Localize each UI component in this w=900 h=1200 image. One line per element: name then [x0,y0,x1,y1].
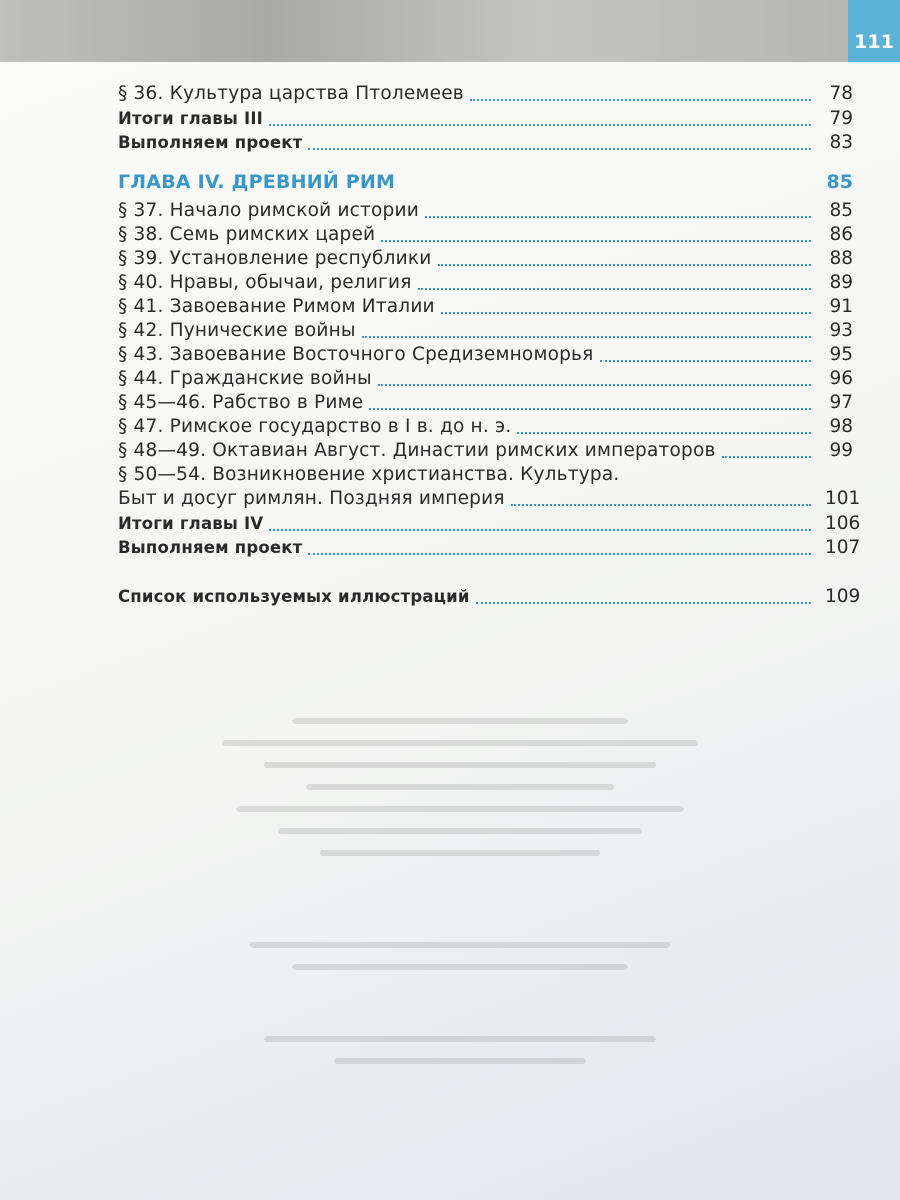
toc-entry-50-54-continued[interactable] [118,485,861,511]
page-number: 111 [848,0,900,62]
show-through-text [180,702,740,1162]
toc-entry-title: § 42. Пунические войны [118,320,356,341]
toc-entry-page: 78 [829,83,853,104]
toc-entry-title: Итоги главы III [118,109,263,128]
toc-entry-40[interactable] [118,269,853,295]
toc-entry-title: § 39. Установление республики [118,248,432,269]
toc-entry-page: 89 [829,272,853,293]
chapter-title: ГЛАВА IV. ДРЕВНИЙ РИМ [118,171,396,193]
dot-leader [381,239,811,242]
chapter-page: 85 [826,171,853,193]
toc-entry-50-54[interactable] [118,461,853,487]
toc-entry-43[interactable] [118,341,853,367]
toc-entry-project-ch4[interactable] [118,534,861,560]
toc-entry-page: 107 [825,537,861,558]
dot-leader [308,147,811,150]
toc-entry-summary-ch3[interactable] [118,105,853,131]
toc-entry-42[interactable] [118,317,853,343]
dot-leader [269,528,811,531]
toc-entry-title: Список используемых иллюстраций [118,587,470,606]
dot-leader [378,383,811,386]
toc-entry-summary-ch4[interactable] [118,510,861,536]
toc-entry-41[interactable] [118,293,853,319]
toc-entry-title: Быт и досуг римлян. Поздняя империя [118,488,505,509]
toc-entry-45-46[interactable] [118,389,853,415]
toc-entry-project-ch3[interactable] [118,129,853,155]
toc-entry-page: 88 [829,248,853,269]
toc-entry-page: 101 [825,488,861,509]
toc-entry-page: 97 [829,392,853,413]
toc-entry-page: 96 [829,368,853,389]
dot-leader [517,431,811,434]
dot-leader [369,407,811,410]
toc-entry-page: 86 [829,224,853,245]
toc-entry-39[interactable] [118,245,853,271]
dot-leader [476,601,811,604]
dot-leader [441,311,811,314]
toc-entry-page: 109 [825,586,861,607]
toc-entry-page: 79 [829,108,853,129]
toc-entry-37[interactable] [118,197,853,223]
toc-entry-48-49[interactable] [118,437,853,463]
toc-entry-title: Выполняем проект [118,133,303,152]
toc-entry-page: 93 [829,320,853,341]
top-photo-band [0,0,900,62]
dot-leader [418,287,811,290]
toc-entry-page: 91 [829,296,853,317]
dot-leader [625,481,811,482]
toc-entry-title: § 41. Завоевание Римом Италии [118,296,435,317]
toc-entry-title: § 47. Римское государство в I в. до н. э. [118,416,512,437]
dot-leader [438,263,812,266]
toc-entry-illustrations[interactable] [118,583,861,609]
toc-entry-page: 85 [829,200,853,221]
toc-entry-title: § 37. Начало римской истории [118,200,419,221]
toc-entry-page: 106 [825,513,861,534]
toc-entry-47[interactable] [118,413,853,439]
dot-leader [308,552,811,555]
toc-chapter-4-heading[interactable] [118,168,853,194]
toc-entry-title: § 45—46. Рабство в Риме [118,392,364,413]
toc-entry-44[interactable] [118,365,853,391]
toc-entry-page: 99 [829,440,853,461]
dot-leader [722,455,811,458]
toc-entry-title: Выполняем проект [118,538,303,557]
dot-leader [470,98,811,101]
toc-entry-title: § 43. Завоевание Восточного Средиземноморья [118,344,594,365]
toc-entry-36[interactable] [118,80,853,106]
toc-entry-38[interactable] [118,221,853,247]
dot-leader [600,359,812,362]
toc-entry-title: § 40. Нравы, обычаи, религия [118,272,412,293]
toc-entry-title: § 48—49. Октавиан Август. Династии римских императоров [118,440,716,461]
toc-entry-title: § 36. Культура царства Птолемеев [118,83,464,104]
dot-leader [401,188,811,189]
toc-entry-title: Итоги главы IV [118,514,264,533]
toc-entry-page: 95 [829,344,853,365]
dot-leader [269,123,811,126]
toc-entry-page: 83 [829,132,853,153]
toc-entry-title: § 38. Семь римских царей [118,224,376,245]
dot-leader [425,215,811,218]
dot-leader [362,335,811,338]
toc-entry-title: § 50—54. Возникновение христианства. Культура. [118,464,620,485]
dot-leader [511,503,811,506]
toc-entry-title: § 44. Гражданские войны [118,368,372,389]
toc-entry-page: 98 [829,416,853,437]
